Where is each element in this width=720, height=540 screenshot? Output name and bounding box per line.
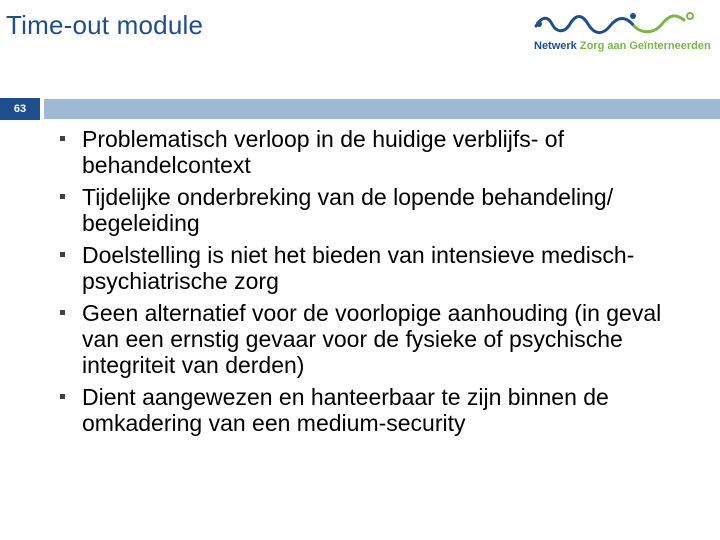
page-number: 63 (0, 98, 40, 120)
bullet-text: Tijdelijke onderbreking van de lopende behandeling/ begeleiding (82, 184, 614, 236)
bullet-list (50, 126, 700, 442)
bullet-text: Dient aangewezen en hanteerbaar te zijn binnen de omkadering van een medium-security (82, 384, 609, 436)
slide-title: Time-out module (6, 10, 204, 40)
bullet-item (50, 384, 700, 436)
bullet-item (50, 184, 700, 236)
logo-text-network: Netwerk (534, 40, 580, 52)
bullet-text: Problematisch verloop in de huidige verblijfs- of behandelcontext (82, 126, 564, 178)
logo-text-zorg: Zorg aan Geïnterneerden (579, 40, 711, 52)
logo-text (534, 40, 711, 52)
bullet-text: Doelstelling is niet het bieden van intensieve medisch-psychiatrische zorg (82, 242, 635, 294)
bullet-item (50, 242, 700, 294)
square-bullet-icon (60, 194, 65, 199)
square-bullet-icon (60, 136, 65, 141)
square-bullet-icon (60, 252, 65, 257)
bullet-item (50, 126, 700, 178)
swirl-logo-icon (530, 10, 712, 40)
header-bar (44, 99, 720, 119)
bullet-item (50, 300, 700, 378)
square-bullet-icon (60, 310, 65, 315)
square-bullet-icon (60, 394, 65, 399)
network-logo (530, 10, 712, 58)
bullet-text: Geen alternatief voor de voorlopige aanhouding (in geval van een ernstig gevaar voor de fysieke of psychische integriteit van derden) (82, 300, 662, 378)
